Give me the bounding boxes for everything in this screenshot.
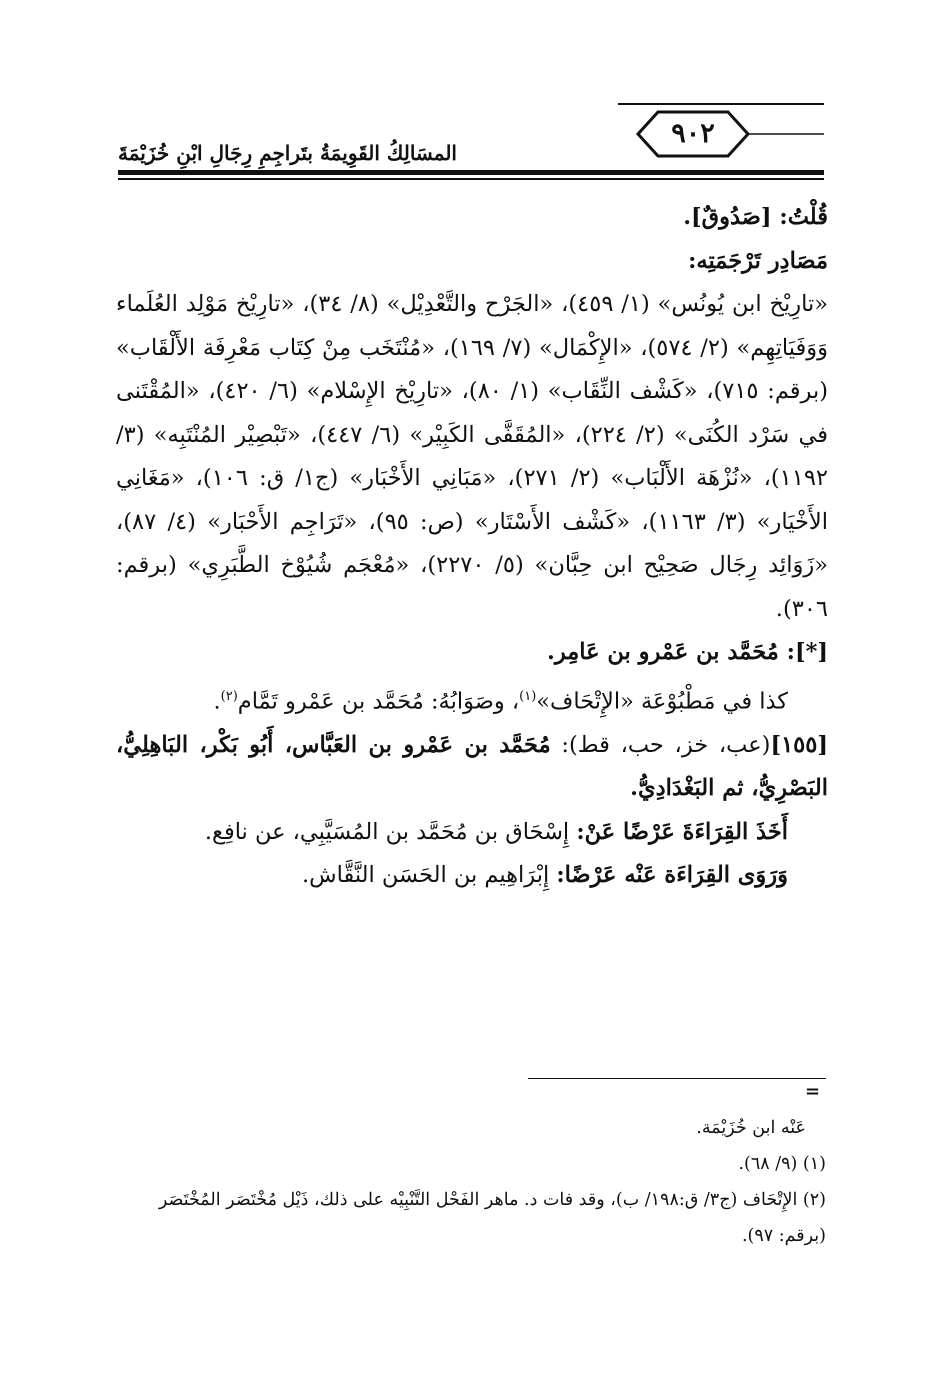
star-note — [116, 675, 828, 724]
footnote-continuation: عَنْه ابن خُزَيْمَة. — [696, 1118, 806, 1138]
footnote-separator — [528, 1078, 826, 1079]
page-header — [118, 98, 824, 186]
footnote-2: (٢) الإِتْحَاف (ج٣/ ق:١٩٨/ ب)، وقد فات د. ماهر الفَحْل التَّنْبِيْه على ذلك، ذَيْل مُخْتَصَر المُخْتَصَر (برقم: ٩٧). — [158, 1190, 826, 1246]
star-note-end: . — [213, 688, 221, 714]
sources-list: «تارِيْخ ابن يُونُس» (١/ ٤٥٩)، «الجَرْح والتَّعْدِيْل» (٨/ ٣٤)، «تارِيْخ مَوْلِد العُلَماء وَوَفَيَاتِهِم» (٢/ ٥٧٤)، «الإِكْمَال» (٧/ ١٦٩)، «مُنْتَخَب مِنْ كِتَاب مَعْرِفَة الأَلْقَاب» (برقم: ٧١٥)، «كَشْف النِّقَاب» (١/ ٨٠)، «تارِيْخ الإِسْلام» (٦/ ٤٢٠)، «المُقْتَنى في سَرْد الكُنَى» (٢/ ٢٢٤)، «المُقَفَّى الكَبِيْر» (٦/ ٤٤٧)، «تَبْصِيْر المُنْتَبِه» (٣/ ١١٩٢)، «نُزْهَة الأَلْبَاب» (٢/ ٢٧١)، «مَبَانِي الأَخْبَار» (ج١/ ق: ١٠٦)، «مَغَانِي الأَخْيَار» (٣/ ١١٦٣)، «كَشْف الأَسْتَار» (ص: ٩٥)، «تَرَاجِم الأَحْبَار» (٤/ ٨٧)، «زَوَائِد رِجَال صَحِيْح ابن حِبَّان» (٥/ ٢٢٧٠)، «مُعْجَم شُيُوْخ الطَّبَرِي» (برقم: ٣٠٦). — [116, 291, 829, 622]
narrated-reading — [116, 854, 828, 898]
running-title: المسَالِكُ القَوِيمَةُ بتَراجِمِ رِجَالِ ابْنِ خُزَيْمَةَ — [118, 141, 457, 165]
star-entry: [*]: مُحَمَّد بن عَمْرو بن عَامِر. — [547, 639, 828, 665]
footnote-ref-1: (١) — [519, 688, 537, 704]
entry-name: مُحَمَّد بن عَمْرو بن العَبَّاس، أَبُو بَكْر، البَاهِلِيُّ، البَصْرِيُّ، ثم البَغْدَادِيُّ. — [116, 731, 828, 801]
narrated-label: وَرَوَى القِرَاءَة عَنْه عَرْضًا: — [556, 862, 788, 888]
entry-codes: (عب، خز، حب، قط): — [561, 731, 771, 758]
entry-number: [١٥٥] — [770, 731, 829, 758]
footnote-ref-2: (٢) — [220, 688, 238, 704]
verdict: قُلْتُ: [صَدُوقٌ]. — [683, 204, 828, 230]
entry-155 — [116, 724, 828, 811]
continuation-mark: = — [805, 1081, 821, 1102]
star-note-middle: ، وصَوَابُهُ: مُحَمَّد بن عَمْرو تَمَّام — [237, 688, 520, 714]
star-note-before: كذا في مَطْبُوْعَة «الإِتْحَاف» — [536, 688, 788, 714]
page-number: ٩٠٢ — [671, 118, 715, 149]
took-text: إِسْحَاق بن مُحَمَّد بن المُسَيَّبِي، عن نافِع. — [204, 818, 570, 845]
footnotes — [114, 1110, 826, 1254]
sources-heading: مَصَادِر تَرْجَمَتِه: — [688, 247, 828, 274]
took-reading — [116, 811, 828, 855]
took-label: أَخَذَ القِرَاءَةَ عَرْضًا عَنْ: — [576, 818, 788, 845]
main-text — [116, 196, 828, 898]
footnote-1: (١) (٩/ ٦٨). — [738, 1154, 826, 1174]
narrated-text: إِبْرَاهِيم بن الحَسَن النَّقَّاش. — [301, 862, 550, 888]
